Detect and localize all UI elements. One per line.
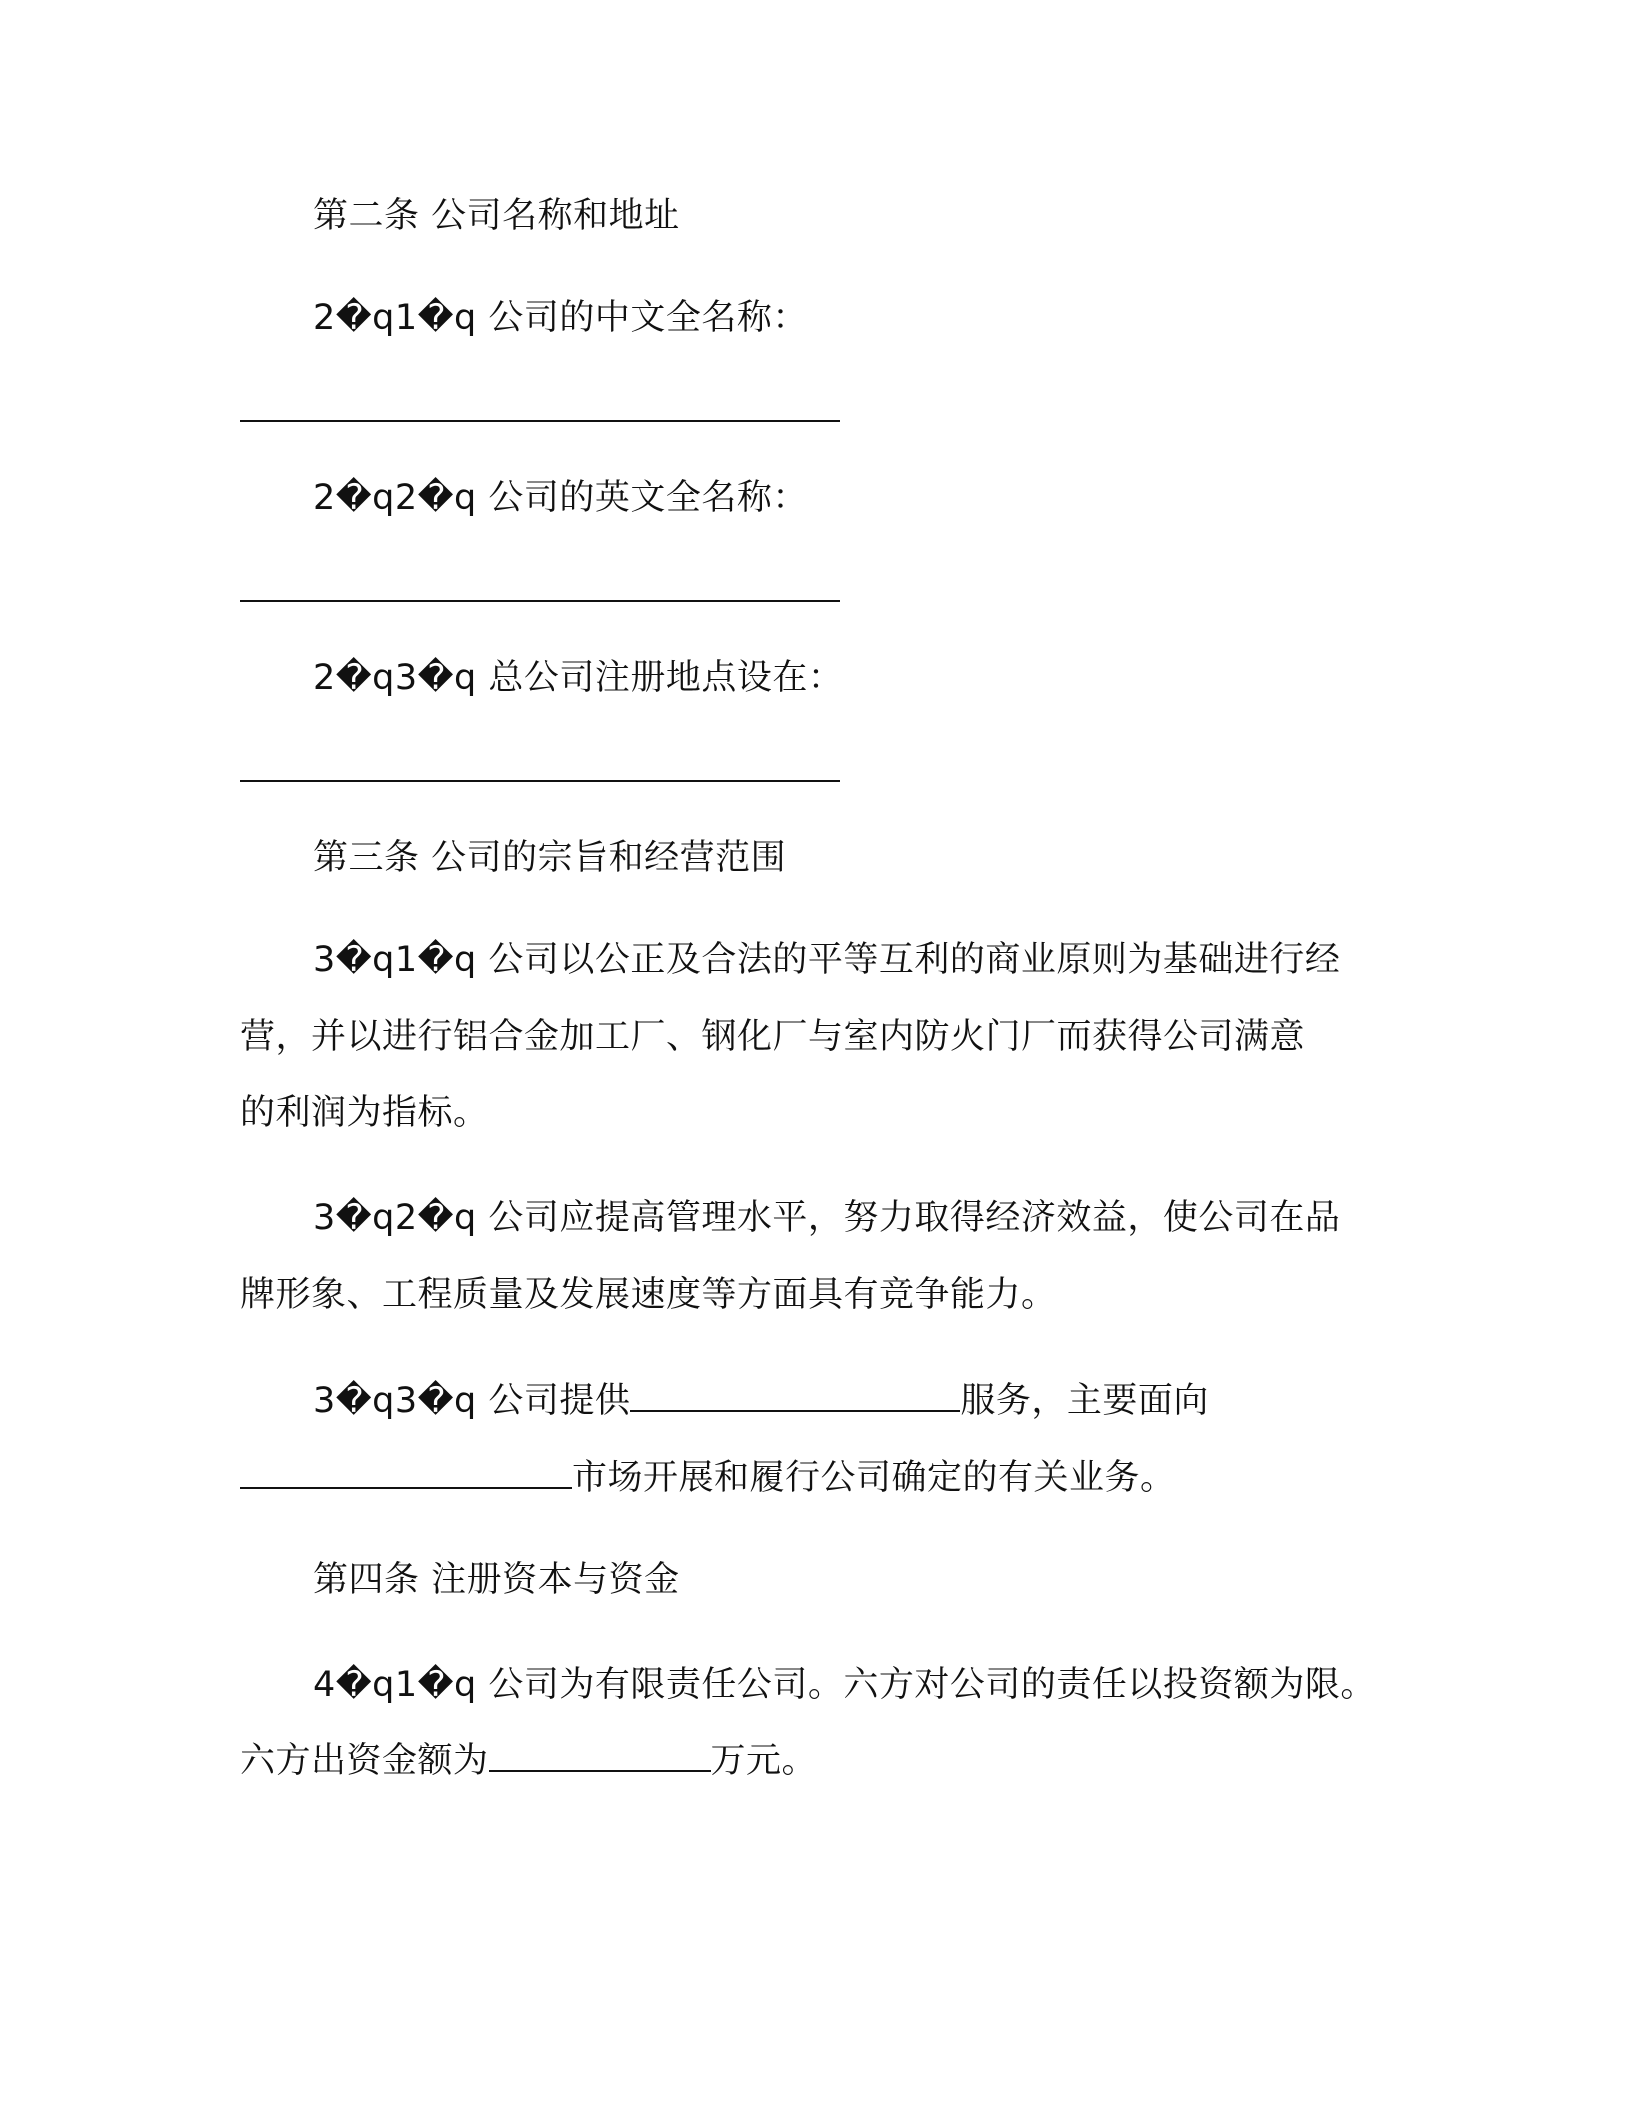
clause-4-1-line-1: 4�q1�q 公司为有限责任公司。六方对公司的责任以投资额为限。 xyxy=(313,1665,1376,1705)
clause-2-3-label: 2�q3�q 总公司注册地点设在： xyxy=(313,658,844,698)
chinese-name-blank xyxy=(240,420,840,422)
clause-3-1-line-1: 3�q1�q 公司以公正及合法的平等互利的商业原则为基础进行经 xyxy=(313,940,1341,980)
clause-3-1-line-3: 的利润为指标。 xyxy=(240,1093,489,1133)
clause-3-2-line-1: 3�q2�q 公司应提高管理水平，努力取得经济效益，使公司在品 xyxy=(313,1198,1341,1238)
clause-3-1-line-2: 营，并以进行铝合金加工厂、钢化厂与室内防火门厂而获得公司满意 xyxy=(240,1017,1306,1057)
clause-3-3-text-b: 服务，主要面向 xyxy=(960,1381,1209,1421)
capital-amount-blank xyxy=(489,1740,711,1772)
registered-address-blank xyxy=(240,780,840,782)
clause-4-1-line-2 xyxy=(240,1740,817,1781)
clause-2-1-label: 2�q1�q 公司的中文全名称： xyxy=(313,298,808,338)
english-name-blank xyxy=(240,600,840,602)
clause-4-1-text-a: 六方出资金额为 xyxy=(240,1741,489,1781)
market-blank xyxy=(240,1457,572,1489)
clause-4-1-text-b: 万元。 xyxy=(710,1741,818,1781)
service-blank xyxy=(630,1380,960,1412)
article-2-heading: 第二条 公司名称和地址 xyxy=(313,196,680,236)
clause-2-2-label: 2�q2�q 公司的英文全名称： xyxy=(313,478,808,518)
clause-3-3-text-c: 市场开展和履行公司确定的有关业务。 xyxy=(572,1458,1176,1498)
article-4-heading: 第四条 注册资本与资金 xyxy=(313,1560,680,1600)
clause-3-3-line-1 xyxy=(313,1380,1209,1421)
clause-3-2-line-2: 牌形象、工程质量及发展速度等方面具有竞争能力。 xyxy=(240,1275,1057,1315)
clause-3-3-text-a: 3�q3�q 公司提供 xyxy=(313,1381,631,1421)
clause-3-3-line-2 xyxy=(240,1457,1176,1498)
article-3-heading: 第三条 公司的宗旨和经营范围 xyxy=(313,838,787,878)
